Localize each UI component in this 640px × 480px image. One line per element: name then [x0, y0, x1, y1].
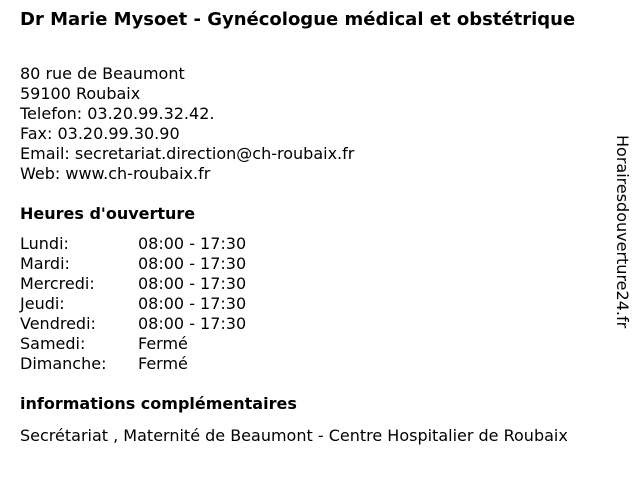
- hours-heading: Heures d'ouverture: [20, 204, 196, 223]
- postal-city: 59100 Roubaix: [20, 84, 141, 103]
- hours-row-wednesday: [20, 274, 246, 294]
- site-watermark: [612, 135, 632, 345]
- fax-number: Fax: 03.20.99.30.90: [20, 124, 180, 143]
- watermark-text: Horairesdouverture24.fr: [613, 135, 632, 329]
- website: Web: www.ch-roubaix.fr: [20, 164, 211, 183]
- page-title: Dr Marie Mysoet - Gynécologue médical et obstétrique: [20, 9, 576, 30]
- email-address: Email: secretariat.direction@ch-roubaix.fr: [20, 144, 355, 163]
- day-label: Samedi:: [20, 334, 86, 353]
- phone-number: Telefon: 03.20.99.32.42.: [20, 104, 215, 123]
- day-label: Mardi:: [20, 254, 70, 273]
- time-value: Fermé: [138, 354, 188, 373]
- time-value: Fermé: [138, 334, 188, 353]
- hours-row-saturday: [20, 334, 246, 354]
- opening-hours-table: [20, 234, 246, 374]
- day-label: Dimanche:: [20, 354, 107, 373]
- time-value: 08:00 - 17:30: [138, 234, 247, 253]
- day-label: Lundi:: [20, 234, 69, 253]
- time-value: 08:00 - 17:30: [138, 294, 247, 313]
- time-value: 08:00 - 17:30: [138, 274, 247, 293]
- info-text: Secrétariat , Maternité de Beaumont - Centre Hospitalier de Roubaix: [20, 426, 568, 445]
- time-value: 08:00 - 17:30: [138, 314, 247, 333]
- hours-row-friday: [20, 314, 246, 334]
- hours-row-sunday: [20, 354, 246, 374]
- hours-row-thursday: [20, 294, 246, 314]
- day-label: Mercredi:: [20, 274, 95, 293]
- hours-row-monday: [20, 234, 246, 254]
- day-label: Jeudi:: [20, 294, 65, 313]
- hours-row-tuesday: [20, 254, 246, 274]
- time-value: 08:00 - 17:30: [138, 254, 247, 273]
- address-block: [20, 64, 354, 184]
- street-address: 80 rue de Beaumont: [20, 64, 185, 83]
- day-label: Vendredi:: [20, 314, 96, 333]
- info-heading: informations complémentaires: [20, 394, 297, 413]
